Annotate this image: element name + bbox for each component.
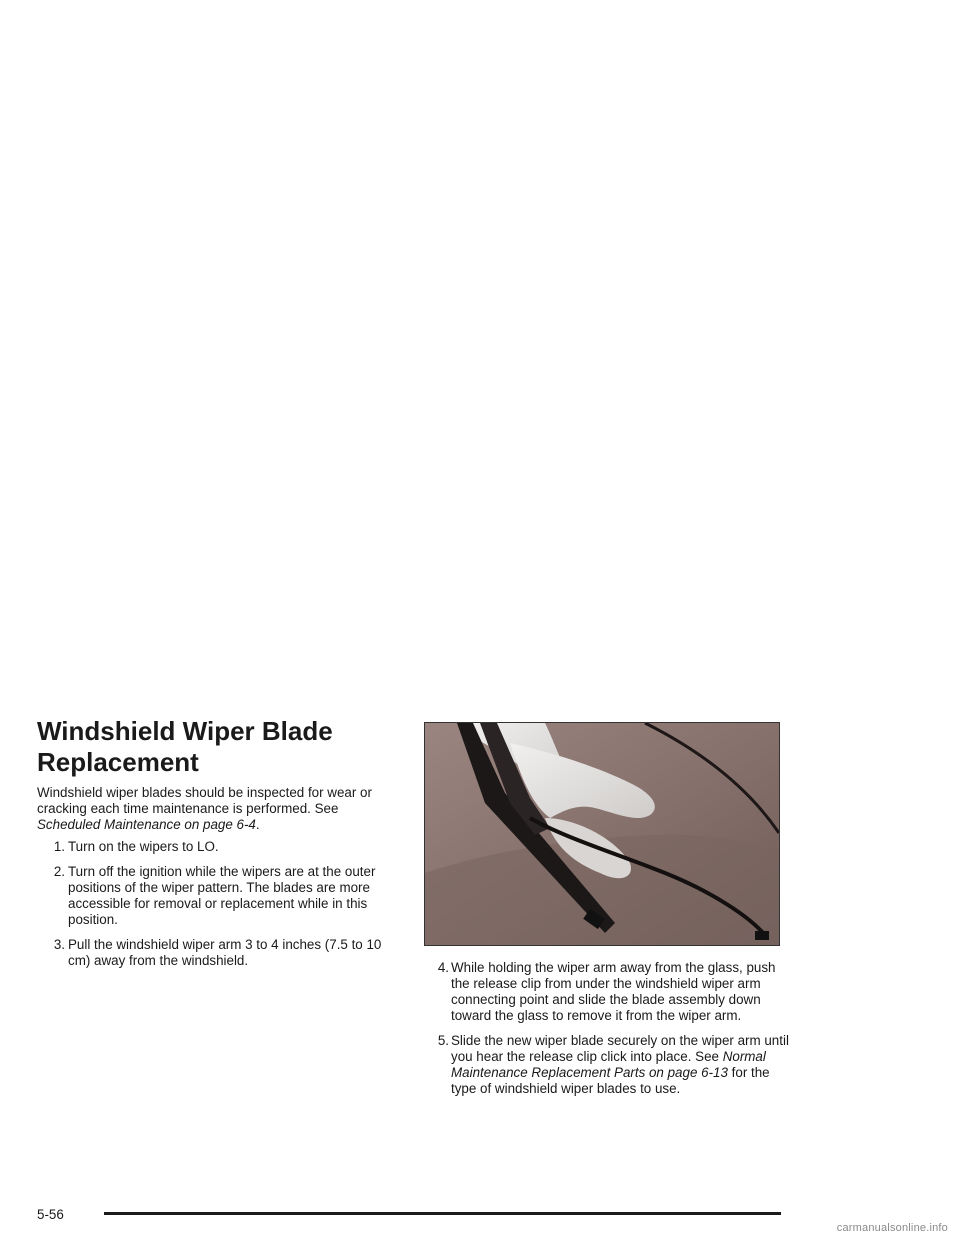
step-number: 3. bbox=[53, 937, 65, 952]
step-number: 4. bbox=[437, 960, 449, 975]
step-text: While holding the wiper arm away from the glass, push the release clip from under the windshield wiper arm connecting point and slide the blade assembly down toward the glass to remove it from the wiper arm. bbox=[451, 960, 776, 1023]
watermark: carmanualsonline.info bbox=[836, 1222, 948, 1234]
intro-text: Windshield wiper blades should be inspected for wear or cracking each time maintenance is performed. See bbox=[37, 785, 372, 816]
step-text: Turn off the ignition while the wipers are at the outer positions of the wiper pattern. The blades are more accessible for removal or replacement while in this position. bbox=[68, 864, 376, 927]
footer-divider bbox=[104, 1212, 781, 1215]
steps-list-left bbox=[37, 839, 402, 978]
wiper-photo-icon bbox=[425, 723, 779, 945]
step-number: 5. bbox=[437, 1033, 449, 1048]
intro-paragraph bbox=[37, 785, 397, 833]
page-title: Windshield Wiper Blade Replacement bbox=[37, 716, 333, 777]
step-item bbox=[429, 960, 789, 1024]
step-text: Pull the windshield wiper arm 3 to 4 inches (7.5 to 10 cm) away from the windshield. bbox=[68, 937, 382, 968]
replacement-parts-link[interactable]: Normal Maintenance Replacement Parts on page 6-13 bbox=[451, 1049, 766, 1080]
steps-list-right bbox=[429, 960, 789, 1106]
step-item bbox=[37, 864, 402, 928]
step-item bbox=[37, 937, 402, 969]
page-number: 5-56 bbox=[37, 1207, 64, 1222]
step-text-before: Slide the new wiper blade securely on the wiper arm until you hear the release clip click into place. See bbox=[451, 1033, 789, 1064]
step-item bbox=[429, 1033, 789, 1097]
intro-end: . bbox=[255, 817, 260, 832]
step-number: 1. bbox=[53, 839, 65, 854]
step-text: Turn on the wipers to LO. bbox=[68, 839, 219, 854]
step-text-after: for the type of windshield wiper blades to use. bbox=[451, 1065, 770, 1096]
step-number: 2. bbox=[53, 864, 65, 879]
scheduled-maintenance-link[interactable]: Scheduled Maintenance on page 6-4 bbox=[37, 817, 256, 832]
wiper-blade-photo bbox=[424, 722, 780, 946]
step-item bbox=[37, 839, 402, 855]
